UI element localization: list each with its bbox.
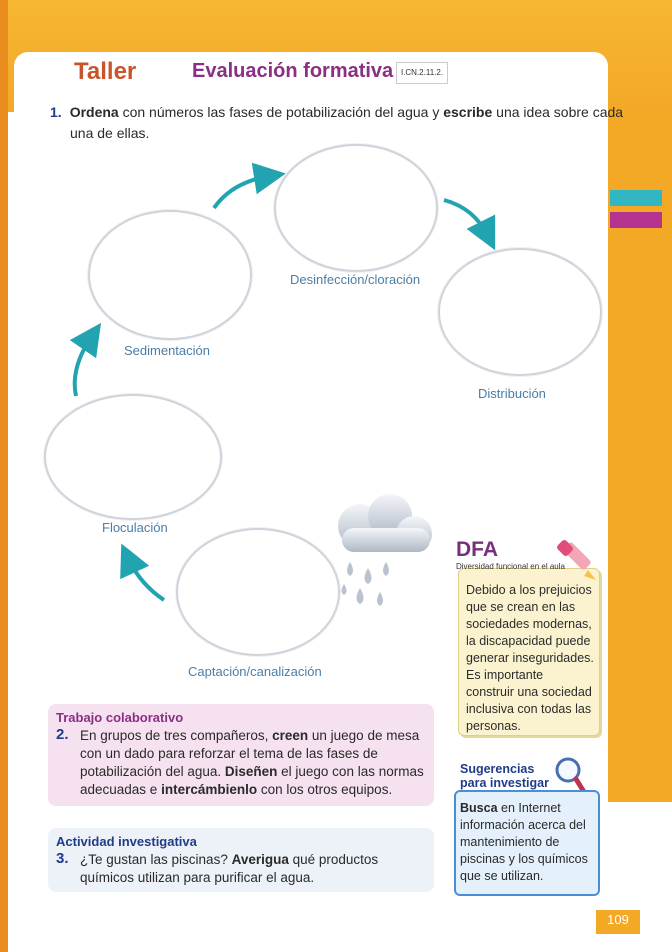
label-distribucion: Distribución — [478, 386, 546, 401]
collab-title: Trabajo colaborativo — [56, 710, 184, 725]
investigation-title: Actividad investigativa — [56, 834, 197, 849]
label-desinfeccion: Desinfección/cloración — [290, 272, 421, 287]
verb: creen — [272, 728, 309, 743]
label-captacion: Captación/canalización — [188, 664, 322, 679]
label-sedimentacion: Sedimentación — [124, 343, 210, 358]
verb: intercámbienlo — [161, 782, 258, 797]
answer-circle-floculacion[interactable] — [44, 394, 222, 520]
text: con los otros equipos. — [257, 782, 393, 797]
question-number: 3. — [56, 850, 69, 867]
text: un juego de mesa con un dado para reforzar el tema de las fases de potabilización del agua. — [80, 728, 420, 779]
answer-circle-sedimentacion[interactable] — [88, 210, 252, 340]
text: En grupos de tres compañeros, — [80, 728, 273, 743]
pencil-icon — [548, 532, 600, 584]
verb: escribe — [443, 104, 493, 120]
curriculum-code: I.CN.2.11.2. — [396, 62, 448, 84]
text: una idea sobre cada — [492, 104, 624, 120]
section-title: Taller — [74, 58, 137, 85]
verb: Busca — [460, 801, 498, 815]
verb: Averigua — [231, 852, 289, 867]
suggestions-title — [460, 762, 549, 790]
text: en Internet información acerca del mantenimiento de piscinas y los químicos que se utilizan. — [460, 801, 588, 883]
arrow-1 — [214, 176, 270, 208]
arrow-4 — [128, 558, 164, 600]
text: ¿Te gustan las piscinas? — [80, 852, 232, 867]
rain-cloud-icon — [320, 492, 440, 618]
question-number: 2. — [56, 726, 69, 743]
label-floculacion: Floculación — [102, 520, 168, 535]
dfa-title: DFA — [456, 538, 498, 561]
title-line: Sugerencias — [460, 762, 535, 776]
collab-text — [80, 727, 430, 799]
arrow-2 — [444, 200, 488, 236]
arrow-3 — [75, 336, 92, 396]
investigation-text — [80, 851, 430, 887]
text: el juego con las normas adecuadas e — [80, 764, 424, 797]
suggestions-text — [460, 800, 596, 885]
answer-circle-desinfeccion[interactable] — [274, 144, 438, 272]
dfa-subtitle: Diversidad funcional en el aula — [456, 562, 565, 571]
answer-circle-distribucion[interactable] — [438, 248, 602, 376]
answer-circle-captacion[interactable] — [176, 528, 340, 656]
section-subtitle: Evaluación formativa — [192, 60, 394, 82]
text: qué productos químicos utilizan para purificar el agua. — [80, 852, 379, 885]
dfa-text: Debido a los prejuicios que se crean en las sociedades modernas, la discapacidad puede generar inseguridades. Es importante construir una sociedad inclusiva con todas las personas. — [466, 583, 594, 733]
text: con números las fases de potabilización del agua y — [118, 104, 444, 120]
question-1-line2: una de ellas. — [70, 125, 150, 141]
verb: Ordena — [69, 104, 119, 120]
question-number: 1. — [50, 104, 62, 120]
verb: Diseñen — [224, 764, 278, 779]
page-number: 109 — [607, 912, 629, 927]
title-line: para investigar — [460, 776, 549, 790]
